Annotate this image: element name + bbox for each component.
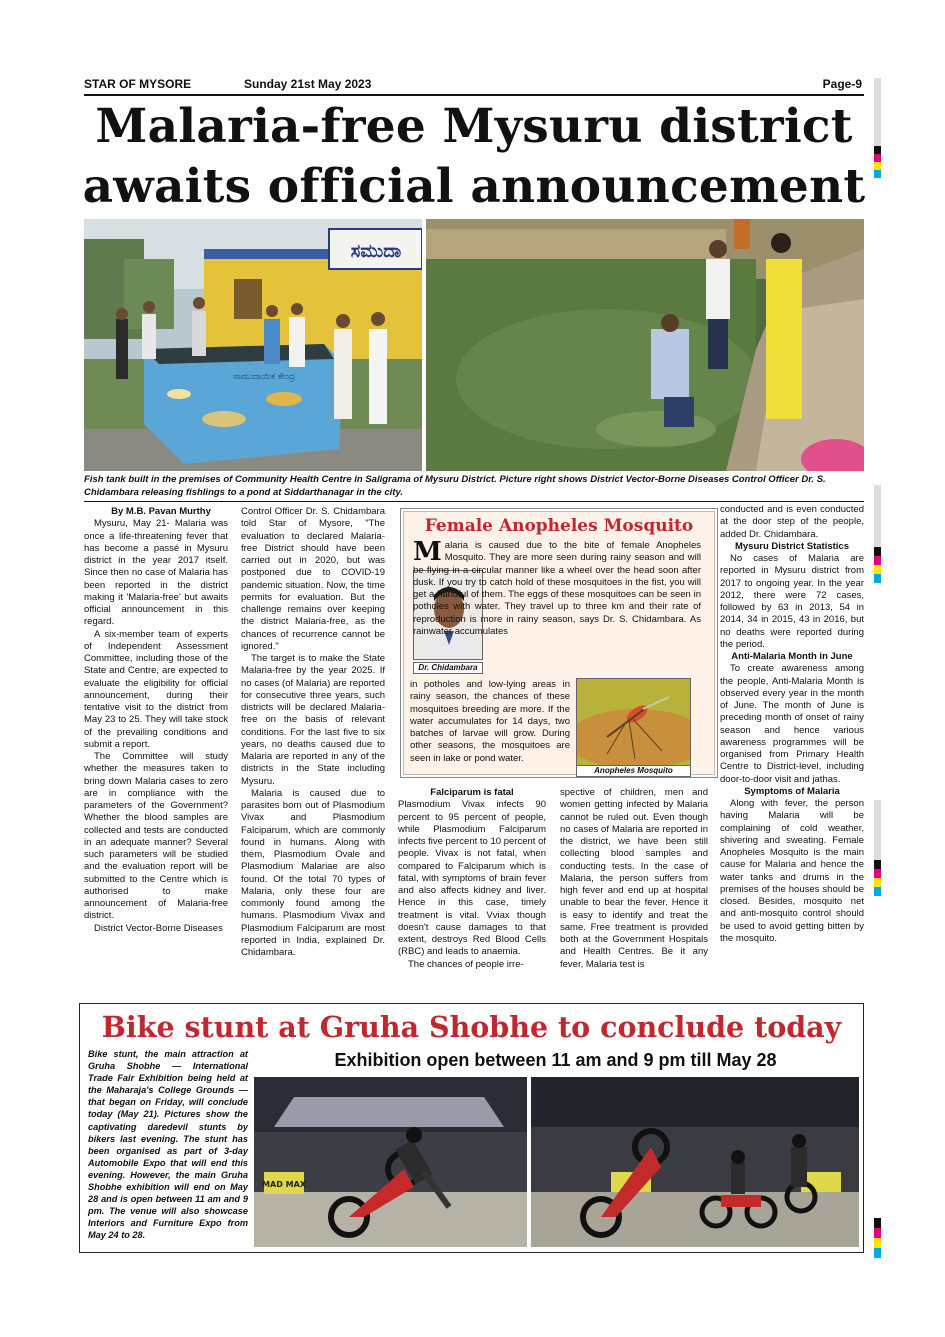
reg-mark-black	[874, 547, 881, 556]
byline: By M.B. Pavan Murthy	[111, 506, 211, 517]
reg-mark-yellow	[874, 1238, 881, 1248]
mosquito-box-title: Female Anopheles Mosquito	[424, 516, 694, 536]
page-number: Page-9	[822, 77, 862, 91]
article-paragraph: spective of children, men and women getting infected by Malaria cannot be ruled out. Even though no cases of Malaria are reported in the district, we have been still collecting blood samples and conducting tests. In the case of Malaria, the person suffers from high fever and end up at hospital unable to bear the fever. Hence it is easy to identify and treat the same. Free treatment is provided both at the Government Hospitals and Health Centres. Be it any fever, Malaria test is	[560, 787, 708, 970]
article-column-4	[560, 787, 708, 971]
reg-mark-magenta	[874, 154, 881, 162]
pond-photo	[426, 219, 864, 471]
bike-subheadline: Exhibition open between 11 am and 9 pm till May 28	[334, 1050, 777, 1070]
main-headline-line1: Malaria-free Mysuru district	[95, 99, 853, 154]
article-paragraph: The Committee will study whether the measures taken to bring down Malaria cases to zero are in compliance with the parameters of the Government? Whether the blood samples are collected and tests are conducted in an adequate manner? Several such parameters will be studied and the evaluation report will be submitted to the Centre which is authorised to make announcement of Malaria-free district.	[84, 751, 228, 922]
header-rule	[84, 94, 864, 96]
reg-mark-cyan	[874, 887, 881, 896]
paper-name: STAR OF MYSORE	[84, 77, 192, 91]
mosquito-photo	[576, 678, 691, 766]
article-paragraph: The target is to make the State Malaria-free by the year 2025. If no cases (of Malaria) are reported for consecutive three years, such districts will be declared Malaria-free on the basis of relevant conditions. For the last five to six years, no deaths caused due to Malaria are reported in any of the districts in the State including Mysuru.	[241, 653, 385, 787]
subhead-symptoms: Symptoms of Malaria	[744, 785, 840, 797]
mosquito-box-inner	[403, 511, 715, 775]
reg-mark-yellow	[874, 162, 881, 170]
reg-mark-black	[874, 146, 881, 154]
bike-stunt-photo-left	[254, 1077, 527, 1247]
mosquito-info-box	[400, 508, 718, 778]
article-column-3	[398, 787, 546, 971]
article-paragraph: Malaria is caused due to parasites born out of Plasmodium Vivax and Plasmodium Falciparum, which are commonly found in humans. Along with them, Plasmodium Ovale and Plasmodium Malariae are also found. Of the total 70 types of Malaria, only these four are commonly found among the humans. Plasmodium Vivax and Plasmodium Falciparum are most reported in India, explained Dr. Chidambara.	[241, 787, 385, 958]
article-paragraph: Along with fever, the person having Malaria will be complaining of cold weather, shivering and sweating. Female Anopheles Mosquito is the main cause for Malaria and hence the water tanks and drums in the premises of the houses should be closed. Besides, mosquito net and anti-mosquito control should be used to avoid getting bitten by the mosquito.	[720, 798, 864, 944]
reg-mark-cyan	[874, 1248, 881, 1258]
mosquito-caption: Anopheles Mosquito	[576, 765, 691, 777]
building-sign-text: ಸಮುದಾ	[350, 241, 402, 262]
portrait-caption: Dr. Chidambara	[413, 662, 483, 674]
article-paragraph: District Vector-Borne Diseases	[94, 922, 223, 934]
article-paragraph: conducted and is even conducted at the door step of the people, added Dr. Chidambara.	[720, 504, 864, 540]
article-column-5	[720, 504, 864, 945]
caption-rule	[84, 501, 864, 502]
bike-headline: Bike stunt at Gruha Shobhe to conclude today	[101, 1010, 842, 1044]
main-headline-line2: awaits official announcement	[82, 159, 866, 214]
mosquito-box-text-bottom: in potholes and low-lying areas in rainy season, the chances of these mosquitoes breeding are more. If the water accumulates for 14 days, two batches of larvae will grow. During other seasons, the mosquitoes are seen in lake or pond water.	[410, 679, 570, 764]
article-paragraph: Mysuru, May 21- Malaria was once a life-threatening fever that has become a passé in Mysuru district in the year 2017 itself. Since then no case of Malaria has been reported in the district making it 'Malaria-free' but awaits official announcement in this regard.	[84, 518, 228, 628]
reg-mark-gray	[874, 78, 881, 146]
mosquito-box-text-top	[413, 537, 701, 638]
drop-cap: M	[413, 537, 442, 567]
reg-mark-magenta	[874, 1228, 881, 1238]
bike-stunt-story	[79, 1003, 864, 1253]
reg-mark-black	[874, 1218, 881, 1228]
reg-mark-black	[874, 860, 881, 869]
reg-mark-yellow	[874, 878, 881, 887]
reg-mark-magenta	[874, 556, 881, 565]
article-column-1	[84, 506, 228, 935]
subhead-anti-malaria-month: Anti-Malaria Month in June	[731, 651, 853, 662]
reg-mark-cyan	[874, 170, 881, 178]
article-paragraph: Control Officer Dr. S. Chidambara told Star of Mysore, "The evaluation to declared Malaria-free District should have been carried out in 2020, but was postponed due to COVID-19 pandemic situation. Now, the time permits for evaluation. But the challenge remains over keeping the district Malaria-free, as the chances of recurrence cannot be ignored."	[241, 506, 385, 652]
bike-stunt-photo-right	[531, 1077, 859, 1247]
reg-mark-gray	[874, 800, 881, 860]
issue-date: Sunday 21st May 2023	[244, 77, 372, 91]
bike-story-text: Bike stunt, the main attraction at Gruha Shobhe — International Trade Fair Exhibition being held at the Maharaja's College Grounds —that began on Friday, will conclude today (May 21). Pictures show the captivating daredevil stunts by bikers last evening. The stunt has been organised as part of 3-day Automobile Expo that will end this evening. However, the main Gruha Shobhe exhibition will end on May 28 and is open between 11 am and 9 pm. The venue will also showcase Interiors and Furniture Expo from May 24 to 28.	[88, 1049, 248, 1241]
reg-mark-magenta	[874, 869, 881, 878]
subhead-statistics: Mysuru District Statistics	[734, 540, 850, 552]
article-paragraph: To create awareness among the people, Anti-Malaria Month is observed every year in the month of June. The month of June is preceding month of onset of rainy season and hence various awareness programmes will be organised from Primary Health Centre to District-level, including door-to-door visit and jathas.	[720, 663, 864, 785]
page-header	[84, 77, 864, 93]
article-paragraph: A six-member team of experts of Independent Assessment Committee, including those of the State and Centre, are expected to evaluate the eligibility for official announcement, during their tentative visit to the district from May 23 to 25. They will take stock of the prevailing conditions and submit a report.	[84, 628, 228, 750]
mosquito-text-top: alaria is caused due to the bite of female Anopheles Mosquito. They are more seen during rainy season and will be flying in a circular manner like a wheel over the head soon after dusk. If you try to catch hold of these mosquitoes in the fist, you will get a handful of them. The eggs of these mosquitoes can be seen in potholes with water. They travel up to three km and their rate of reproduction is more in rainy season, says Dr. S. Chidambara. As rainwater accumulates	[413, 540, 701, 637]
banner-text: MAD MAX	[262, 1180, 306, 1189]
tank-painted-text: ಸಾಮುದಾಯಿಕ ಕೇಂದ್ರ	[232, 372, 296, 382]
article-paragraph: No cases of Malaria are reported in Mysuru district from 2017 to ongoing year. In the year 2012, there were 72 cases, followed by 63 in 2013, 54 in 2014, 34 in 2015, 43 in 2016, but no deaths were reported during the period.	[720, 553, 864, 650]
reg-mark-cyan	[874, 574, 881, 583]
article-paragraph: The chances of people irre-	[408, 958, 524, 970]
article-column-2	[241, 506, 385, 959]
fish-tank-photo	[84, 219, 422, 471]
reg-mark-yellow	[874, 565, 881, 574]
photo-caption: Fish tank built in the premises of Community Health Centre in Saligrama of Mysuru District. Picture right shows District Vector-Borne Diseases Control Officer Dr. S. Chidambara releasing fishlings to a pond at Siddarthanagar in the city.	[84, 474, 826, 498]
article-paragraph: Plasmodium Vivax infects 90 percent to 95 percent of people, while Plasmodium Falciparum infects five percent to 10 percent of people. Vivax is not fatal, when compared to Falciparum which is fatal, with symptoms of brain fever and also affects kidney and liver. Hence in this case, timely treatment is vital. Vviax though doesn't cause damages to that extent, destroys Red Blood Cells (RBC) and leads to anaemia.	[398, 799, 546, 958]
reg-mark-gray	[874, 485, 881, 547]
subhead-falciparum: Falciparum is fatal	[430, 787, 514, 798]
